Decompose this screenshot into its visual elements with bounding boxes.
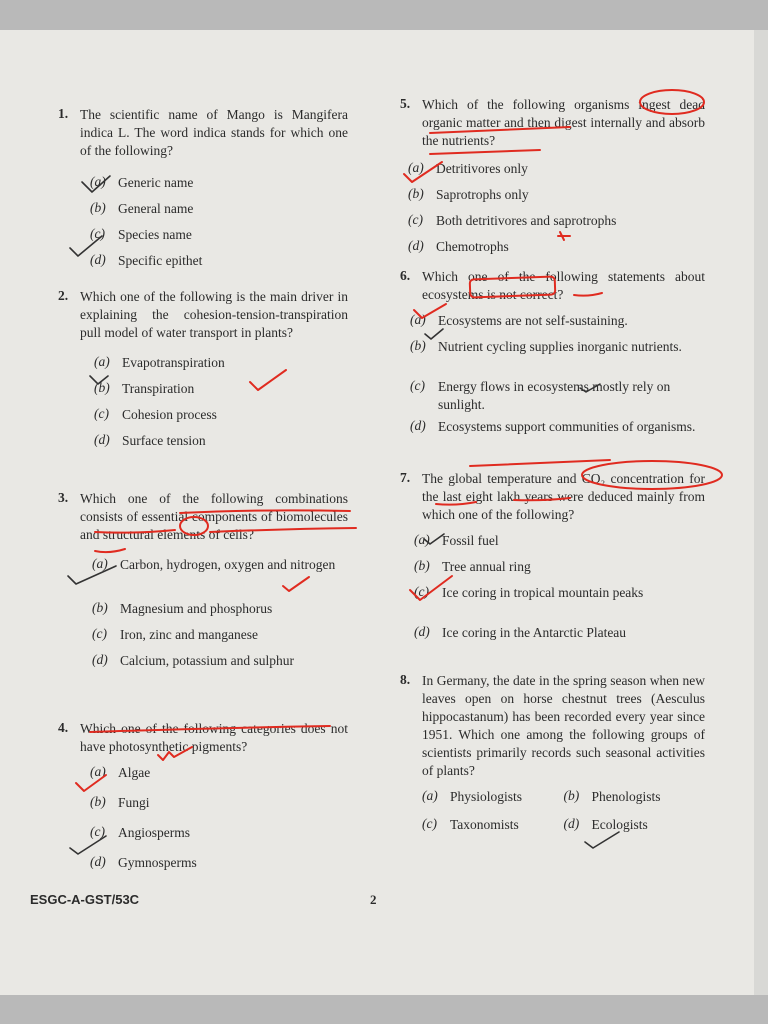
option-d[interactable]: (d) Chemotrophs [408,238,509,254]
question-6 [400,268,705,458]
option-b[interactable]: (b) General name [90,200,194,216]
option-b[interactable]: (b) Tree annual ring [414,558,531,574]
option-d[interactable]: (d) Calcium, potassium and sulphur [92,652,294,668]
option-d[interactable]: (d) Surface tension [94,432,206,448]
question-number: 8. [400,672,411,687]
question-number: 5. [400,96,411,111]
exam-code: ESGC-A-GST/53C [30,892,140,907]
question-number: 4. [58,720,69,735]
question-text: In Germany, the date in the spring season when new leaves open on horse chestnut trees (Aesculus hippocastanum) has been recorded every year since 1951. Which one among the following groups of scientists primarily records such seasonal activities of plants? [422,673,705,778]
question-number: 6. [400,268,411,283]
option-c[interactable]: (c) Taxonomists [422,816,519,832]
question-1 [58,106,348,276]
option-a[interactable]: (a) Physiologists [422,788,523,804]
question-number: 2. [58,288,69,303]
option-c[interactable]: (c) Iron, zinc and manganese [92,626,258,642]
option-a[interactable]: (a) Generic name [90,174,194,190]
option-d[interactable]: (d) Ice coring in the Antarctic Plateau [414,624,627,640]
question-text: Which one of the following statements about ecosystems is not correct? [422,269,705,302]
page-footer [30,892,710,907]
option-d[interactable]: (d) Ecosystems support communities of organisms. [410,418,696,434]
option-b[interactable]: (b) Nutrient cycling supplies inorganic nutrients. [410,338,682,354]
option-b[interactable]: (b) Magnesium and phosphorus [92,600,273,616]
option-c[interactable]: (c) Cohesion process [94,406,217,422]
option-c[interactable]: (c) Both detritivores and saprotrophs [408,212,617,228]
question-3 [58,490,348,708]
option-c[interactable]: (c) Species name [90,226,192,242]
option-b[interactable]: (b) Phenologists [563,788,661,804]
option-d[interactable]: (d) Gymnosperms [90,854,197,870]
question-2 [58,288,348,478]
option-d[interactable]: (d) Specific epithet [90,252,203,268]
option-a[interactable]: (a) Carbon, hydrogen, oxygen and nitrogen [92,556,336,572]
option-c[interactable]: (c) Angiosperms [90,824,190,840]
question-5 [400,96,705,256]
option-b[interactable]: (b) Saprotrophs only [408,186,529,202]
right-column [400,96,705,854]
question-4 [58,720,348,884]
option-c[interactable]: (c) Ice coring in tropical mountain peaks [414,584,644,600]
option-c[interactable]: (c) Energy flows in ecosystems mostly rely on sunlight. [410,378,671,412]
question-8 [400,672,705,842]
question-number: 7. [400,470,411,485]
option-a[interactable]: (a) Detritivores only [408,160,528,176]
question-number: 3. [58,490,69,505]
question-text: Which of the following organisms ingest dead organic matter and then digest internally and absorb the nutrients? [422,97,705,148]
question-text: Which one of the following combinations consists of essential components of biomolecules and structural elements of cells? [80,491,348,542]
option-b[interactable]: (b) Fungi [90,794,150,810]
option-a[interactable]: (a) Algae [90,764,151,780]
option-a[interactable]: (a) Evapotranspiration [94,354,225,370]
page-number: 2 [370,892,377,907]
question-text: Which one of the following is the main driver in explaining the cohesion-tension-transpiration pull model of water transport in plants? [80,289,348,340]
sheet-edge [754,30,768,995]
option-b[interactable]: (b) Transpiration [94,380,195,396]
question-text: Which one of the following categories does not have photosynthetic pigments? [80,721,348,754]
option-d[interactable]: (d) Ecologists [563,816,648,832]
question-text: The scientific name of Mango is Mangifera indica L. The word indica stands for which one of the following? [80,107,348,158]
option-a[interactable]: (a) Fossil fuel [414,532,499,548]
question-number: 1. [58,106,69,121]
option-a[interactable]: (a) Ecosystems are not self-sustaining. [410,312,628,328]
question-text: The global temperature and CO₂ concentration for the last eight lakh years were deduced mainly from which one of the following? [422,471,705,522]
left-column [58,106,348,896]
question-7 [400,470,705,660]
